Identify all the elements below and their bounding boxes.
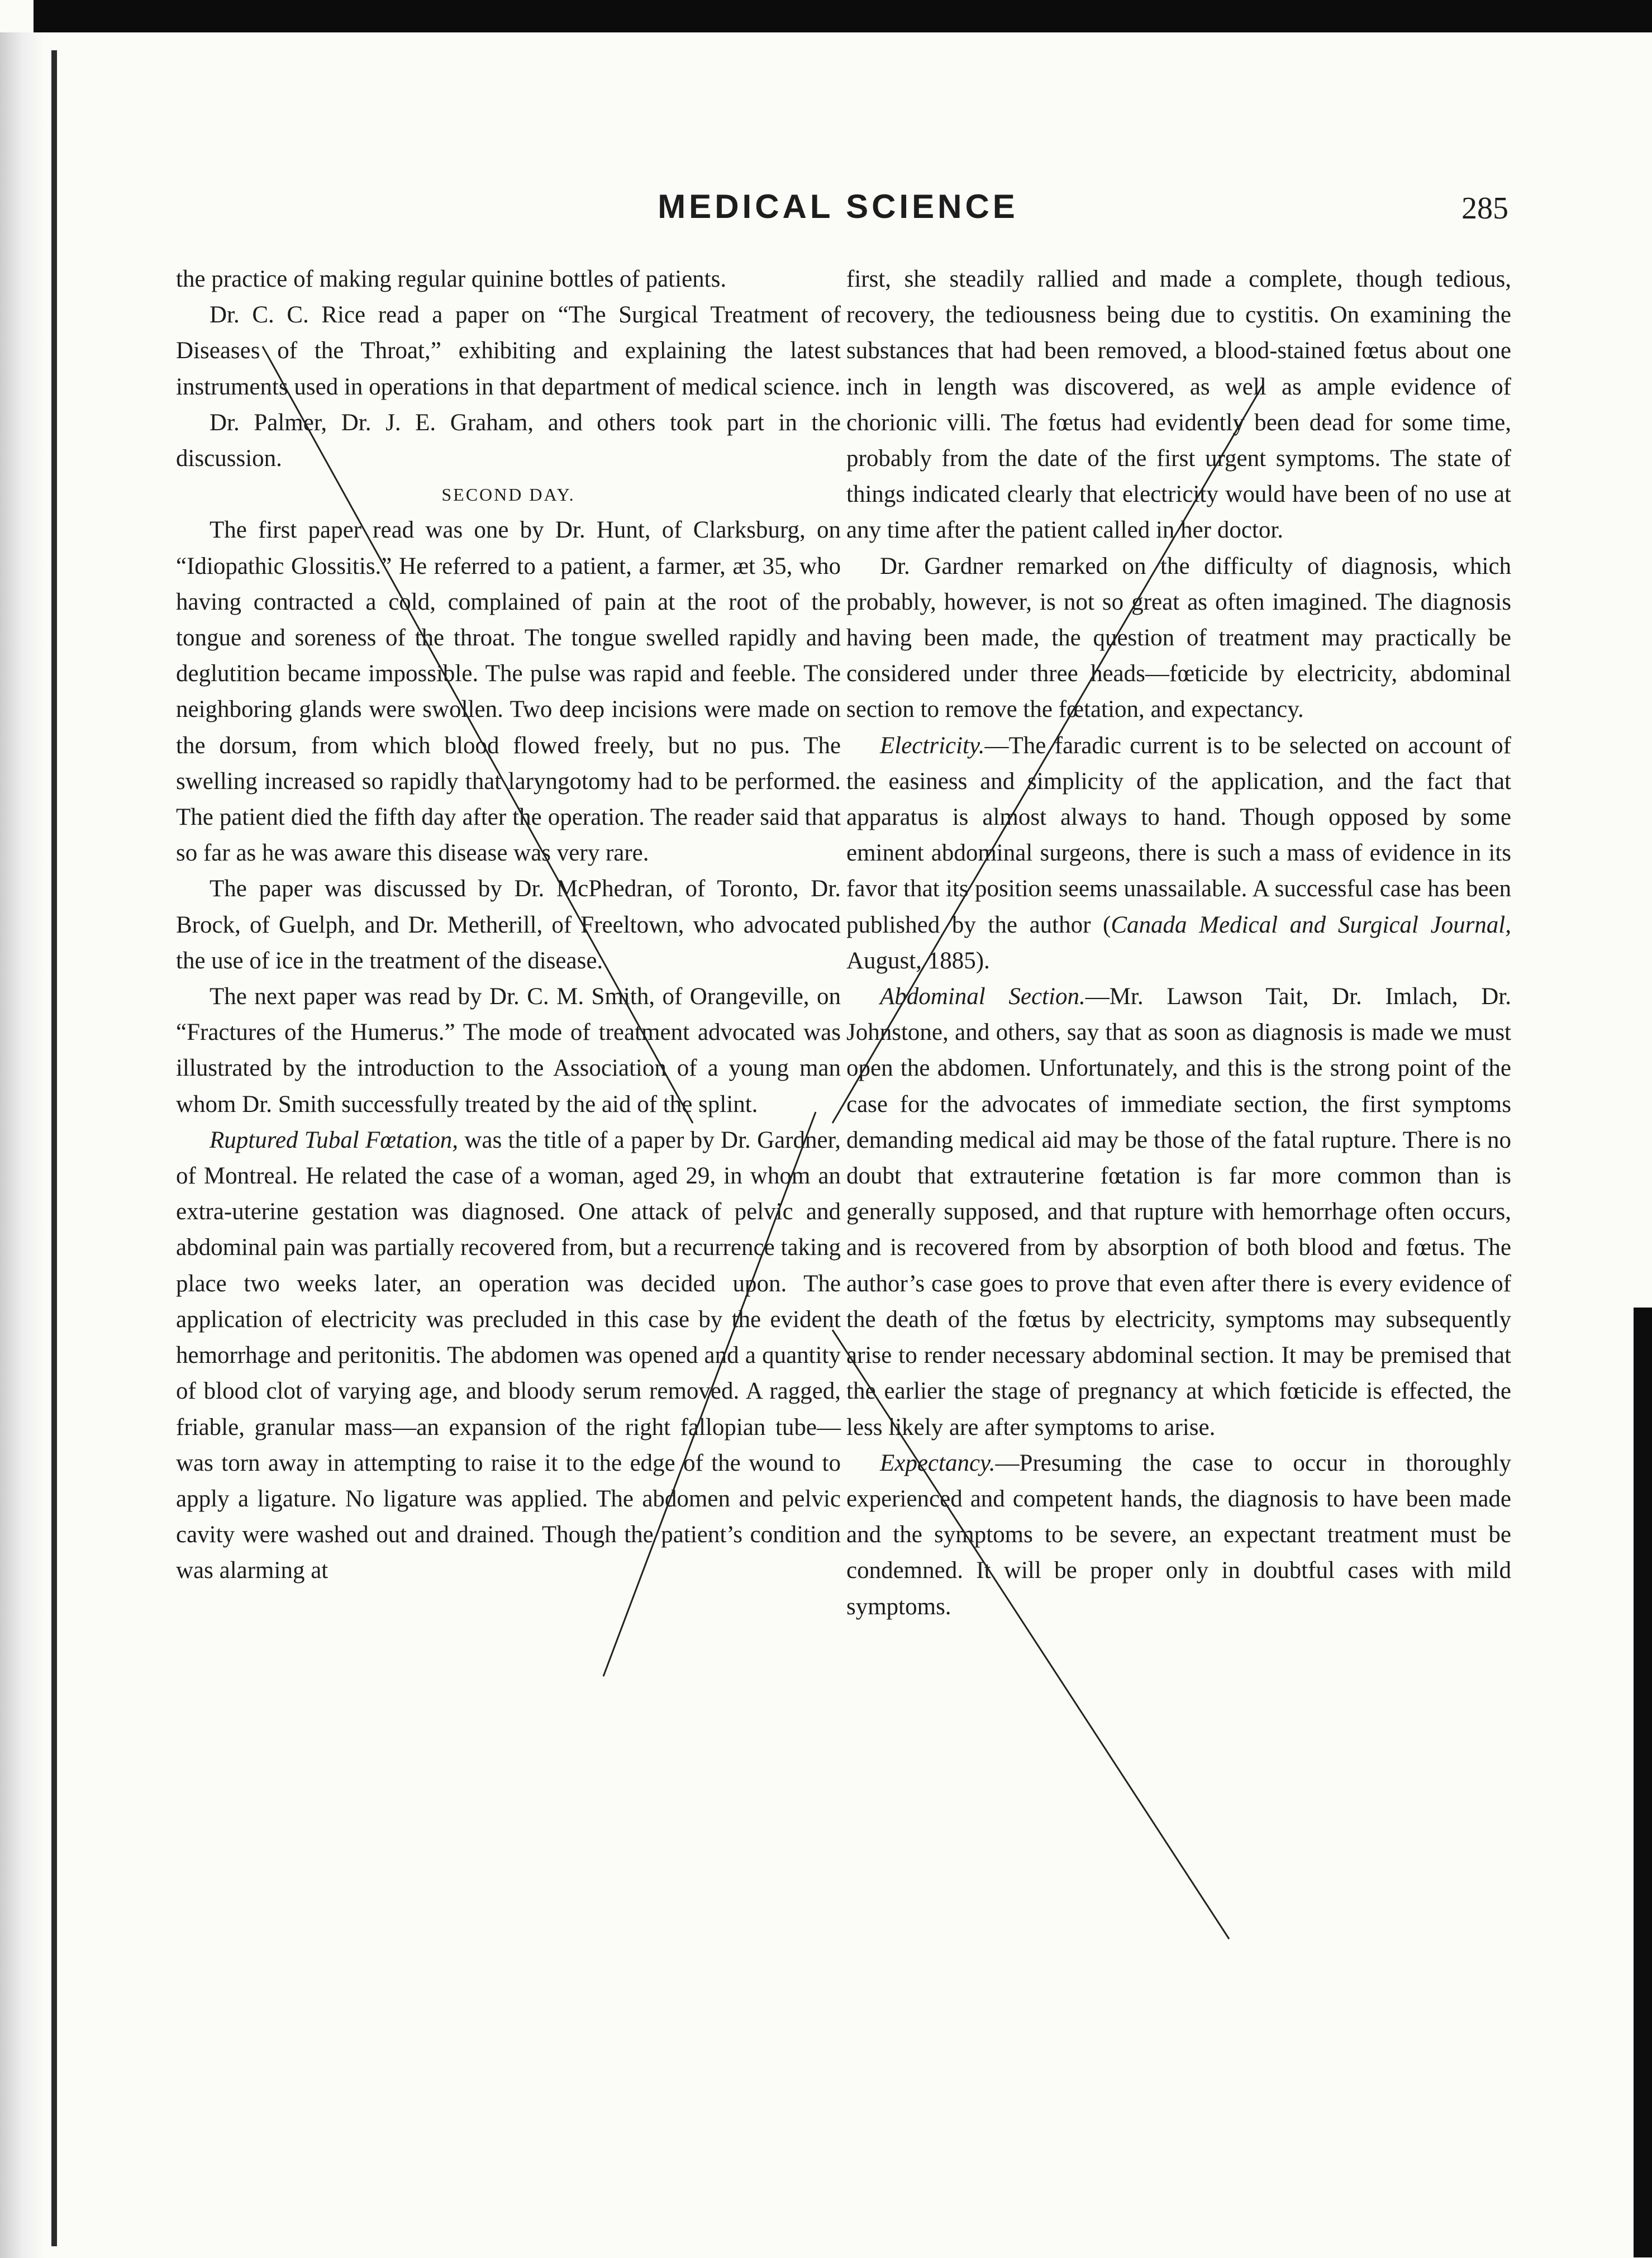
paragraph [846,728,1511,979]
journal-citation: Canada Medical and Surgical Journal, [1111,911,1511,938]
paper-title: Ruptured Tubal Fœtation, [210,1126,459,1153]
paragraph-text: —Mr. Lawson Tait, Dr. Imlach, Dr. Johnstone, and others, say that as soon as diagnosis is made we must open the abdomen. Unfortunately, and this is the strong point of the case for the advocates of immediate section, the first symptoms demanding medical aid may be those of the fatal rupture. There is no doubt that extrauterine fœtation is far more common than is generally supposed, and that rupture with hemorrhage often occurs, and is recovered from by absorption of both blood and fœtus. The author’s case goes to prove that even after there is every evidence of the death of the fœtus by electricity, symptoms may subsequently arise to render necessary abdominal section. It may be premised that the earlier the stage of pregnancy at which fœticide is effected, the less likely are after symptoms to arise. [846,983,1511,1441]
paragraph: The paper was discussed by Dr. McPhedran, of Toronto, Dr. Brock, of Guelph, and Dr. Metherill, of Freeltown, who advocated the use of ice in the treatment of the disease. [176,876,841,974]
page-number: 285 [1461,191,1508,226]
left-column [176,262,841,2173]
journal-title: MEDICAL SCIENCE [658,188,1018,225]
paragraph-text: —The faradic current is to be selected on account of the easiness and simplicity of the application, and the fact that apparatus is almost always to hand. Though opposed by some eminent abdominal surgeons, there is such a mass of evidence in its favor that its position seems unassailable. A successful case has been published by the author ( [846,732,1511,938]
paragraph: Dr. Palmer, Dr. J. E. Graham, and others took part in the discussion. [176,409,841,472]
scan-right-border [1634,1308,1652,2257]
paragraph: The next paper was read by Dr. C. M. Smith, of Orangeville, on “Fractures of the Humerus.” The mode of treatment advocated was illustrated by the introduction to the Association of a young man whom Dr. Smith successfully treated by the aid of the splint. [176,983,841,1118]
paragraph-text: was the title of a paper by Dr. Gardner, of Montreal. He related the case of a woman, aged 29, in whom an extra-uterine gestation was diagnosed. One attack of pelvic and abdominal pain was partially recovered from, but a recurrence taking place two weeks later, an operation was decided upon. The application of electricity was precluded in this case by the evident hemorrhage and peritonitis. The abdomen was opened and a quantity of blood clot of varying age, and bloody serum removed. A ragged, friable, granular mass—an expansion of the right fallopian tube—was torn away in attempting to raise it to the edge of the wound to apply a ligature. No ligature was applied. The abdomen and pelvic cavity were washed out and drained. Though the patient’s condition was alarming at [176,1126,841,1584]
paragraph-text: August, 1885). [846,947,990,974]
paragraph: The first paper read was one by Dr. Hunt, of Clarksburg, on “Idiopathic Glossitis.” He referred to a patient, a farmer, æt 35, who having contracted a cold, complained of pain at the root of the tongue and soreness of the throat. The tongue swelled rapidly and deglutition became impossible. The pulse was rapid and feeble. The neighboring glands were swollen. Two deep incisions were made on the dorsum, from which blood flowed freely, but no pus. The swelling increased so rapidly that laryngotomy had to be performed. The patient died the fifth day after the operation. The reader said that so far as he was aware this disease was very rare. [176,517,841,867]
running-header [168,187,1508,243]
scan-left-rule [51,50,57,2246]
subheading: Electricity. [880,732,985,759]
paragraph-text: —Presuming the case to occur in thoroughly experienced and competent hands, the diagnosis to have been made and the symptoms to be severe, an expectant treatment must be condemned. It will be proper only in doubtful cases with mild symptoms. [846,1449,1511,1620]
section-heading: SECOND DAY. [441,484,575,505]
paragraph: first, she steadily rallied and made a complete, though tedious, recovery, the tediousness being due to cystitis. On examining the substances that had been removed, a blood-stained fœtus about one inch in length was discovered, as well as ample evidence of chorionic villi. The fœtus had evidently been dead for some time, probably from the date of the first urgent symptoms. The state of things indicated clearly that electricity would have been of no use at any time after the patient called in her doctor. [846,266,1511,544]
paragraph: Dr. Gardner remarked on the difficulty of diagnosis, which probably, however, is not so great as often imagined. The diagnosis having been made, the question of treatment may practically be considered under three heads—fœticide by electricity, abdominal section to remove the fœtation, and expectancy. [846,553,1511,723]
paragraph [846,979,1511,1446]
scan-top-border [34,0,1652,32]
paragraph [846,1446,1511,1625]
subheading: Expectancy. [880,1449,996,1476]
right-column [846,262,1511,2173]
paragraph: Dr. C. C. Rice read a paper on “The Surgical Treatment of Diseases of the Throat,” exhibiting and explaining the latest instruments used in operations in that department of medical science. [176,302,841,400]
paragraph: the practice of making regular quinine bottles of patients. [176,266,727,292]
subheading: Abdominal Section. [880,983,1086,1010]
scan-left-shadow [0,32,45,2258]
paragraph [176,1123,841,1589]
